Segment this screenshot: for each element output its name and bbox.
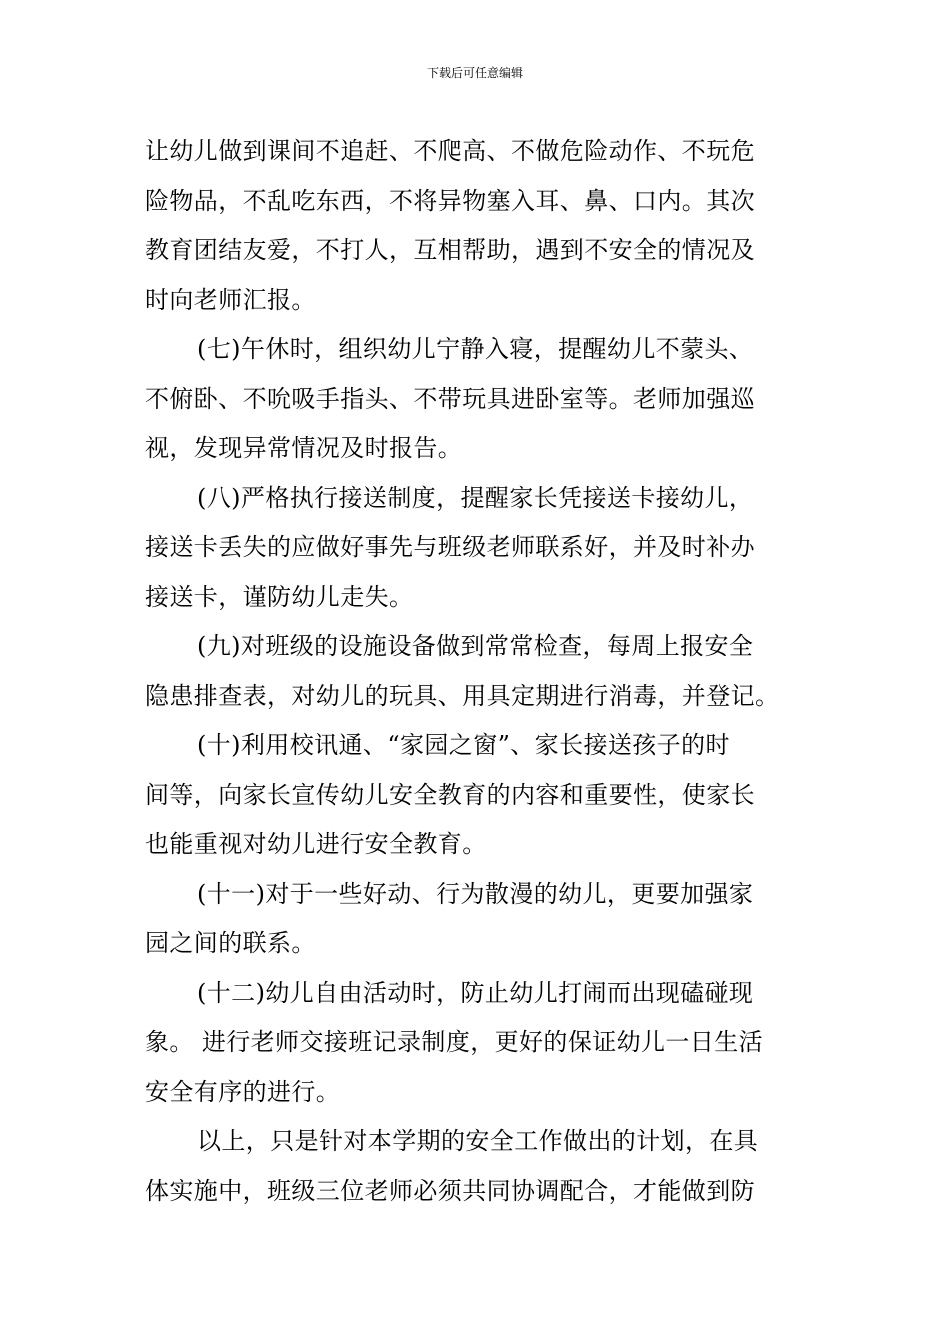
text-line: 视，发现异常情况及时报告。 [145,434,463,462]
text-line: 象。 进行老师交接班记录制度，更好的保证幼儿一日生活 [145,1028,764,1056]
text-line: 以上，只是针对本学期的安全工作做出的计划，在具 [197,1127,759,1155]
text-line: 也能重视对幼儿进行安全教育。 [145,830,487,858]
text-line: (九)对班级的设施设备做到常常检查，每周上报安全 [197,632,754,660]
text-line: 间等，向家长宣传幼儿安全教育的内容和重要性，使家长 [145,780,755,809]
text-line: 接送卡，谨防幼儿走失。 [145,582,414,611]
text-line: 安全有序的进行。 [145,1077,341,1106]
text-line: (十)利用校讯通、“家园之窗”、家长接送孩子的时 [197,731,730,759]
document-body [145,127,807,1216]
text-line: 教育团结友爱，不打人，互相帮助，遇到不安全的情况及 [145,236,755,264]
text-line: 接送卡丢失的应做好事先与班级老师联系好，并及时补办 [145,533,755,561]
text-line: (十二)幼儿自由活动时，防止幼儿打闹而出现磕碰现 [197,978,754,1007]
text-line: 体实施中，班级三位老师必须共同协调配合，才能做到防 [145,1176,755,1205]
text-line: 不俯卧、不吮吸手指头、不带玩具进卧室等。老师加强巡 [145,384,755,413]
text-line: 险物品，不乱吃东西，不将异物塞入耳、鼻、口内。其次 [145,186,755,215]
text-line: 隐患排查表，对幼儿的玩具、用具定期进行消毒，并登记。 [145,681,780,710]
text-line: (七)午休时，组织幼儿宁静入寝，提醒幼儿不蒙头、 [197,335,754,363]
text-line: (十一)对于一些好动、行为散漫的幼儿，更要加强家 [197,879,754,908]
text-line: (八)严格执行接送制度，提醒家长凭接送卡接幼儿， [197,483,754,512]
page-header: 下载后可任意编辑 [426,66,523,80]
text-line: 园之间的联系。 [145,929,316,957]
text-line: 时向老师汇报。 [145,285,316,314]
text-line: 让幼儿做到课间不追赶、不爬高、不做危险动作、不玩危 [145,137,755,165]
